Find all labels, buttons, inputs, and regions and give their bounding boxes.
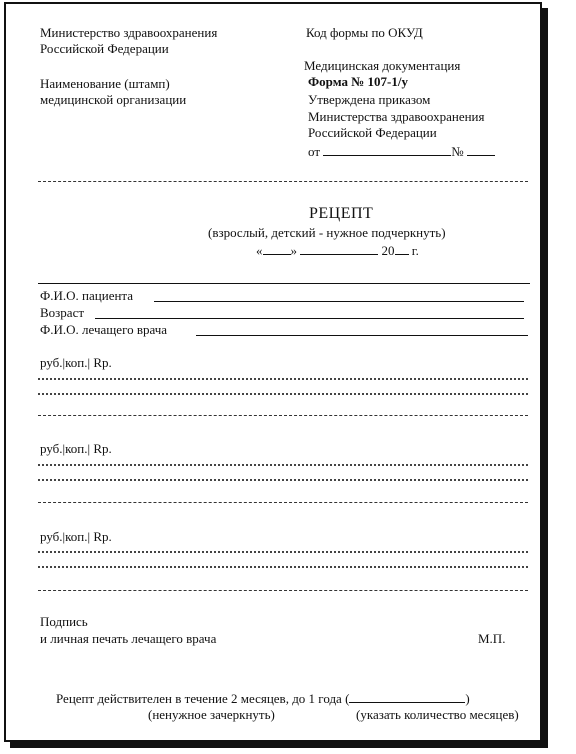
approved-by: Утверждена приказом — [308, 92, 431, 107]
order-no-label: № — [451, 144, 464, 159]
months-field[interactable] — [349, 690, 465, 703]
doctor-label: Ф.И.О. лечащего врача — [40, 322, 168, 337]
divider-solid — [38, 283, 530, 284]
validity-line: Рецепт действителен в течение 2 месяцев, до 1 года ( ) — [56, 691, 470, 706]
ministry2-line1: Министерства здравоохранения — [308, 109, 485, 124]
rx-line[interactable] — [38, 393, 528, 395]
recipe-date-line: « » 20 г. — [256, 243, 419, 258]
divider-dashed — [38, 415, 528, 416]
recipe-title: РЕЦЕПТ — [309, 205, 374, 222]
form-number: Форма № 107-1/у — [308, 74, 408, 89]
patient-label: Ф.И.О. пациента — [40, 288, 134, 303]
stamp-line1: Наименование (штамп) — [40, 76, 170, 91]
rx-line[interactable] — [38, 479, 528, 481]
ministry-line2: Российской Федерации — [40, 41, 169, 56]
rx-line[interactable] — [38, 551, 528, 553]
order-date-field[interactable] — [323, 143, 451, 156]
stamp-line2: медицинской организации — [40, 92, 187, 107]
ministry2-line2: Российской Федерации — [308, 125, 437, 140]
age-label: Возраст — [40, 305, 85, 320]
order-number-field[interactable] — [467, 143, 495, 156]
med-doc: Медицинская документация — [304, 58, 461, 73]
recipe-subtitle: (взрослый, детский - нужное подчеркнуть) — [208, 225, 446, 240]
rx-label-1: руб.|коп.| Rp. — [40, 355, 112, 370]
rx-label-3: руб.|коп.| Rp. — [40, 529, 112, 544]
recipe-year-field[interactable] — [395, 242, 409, 255]
months-note: (указать количество месяцев) — [356, 707, 519, 722]
order-from-label: от — [308, 144, 321, 159]
validity-text: Рецепт действителен в течение 2 месяцев, до 1 года — [56, 691, 342, 706]
rx-line[interactable] — [38, 464, 528, 466]
cross-out-note: (ненужное зачеркнуть) — [148, 707, 275, 722]
recipe-month-field[interactable] — [300, 242, 378, 255]
seal-label: и личная печать лечащего врача — [40, 631, 217, 646]
recipe-day-field[interactable] — [263, 242, 291, 255]
order-line — [308, 143, 495, 160]
patient-field[interactable] — [154, 301, 524, 302]
rx-label-2: руб.|коп.| Rp. — [40, 441, 112, 456]
rx-line[interactable] — [38, 378, 528, 380]
age-field[interactable] — [95, 318, 524, 319]
divider-dashed — [38, 590, 528, 591]
okud-code: Код формы по ОКУД — [306, 25, 423, 40]
signature-label: Подпись — [40, 614, 88, 629]
seal-place-label: М.П. — [478, 631, 506, 646]
divider-dashed — [38, 181, 528, 182]
divider-dashed — [38, 502, 528, 503]
doctor-field[interactable] — [196, 335, 528, 336]
ministry-line1: Министерство здравоохранения — [40, 25, 218, 40]
rx-line[interactable] — [38, 566, 528, 568]
